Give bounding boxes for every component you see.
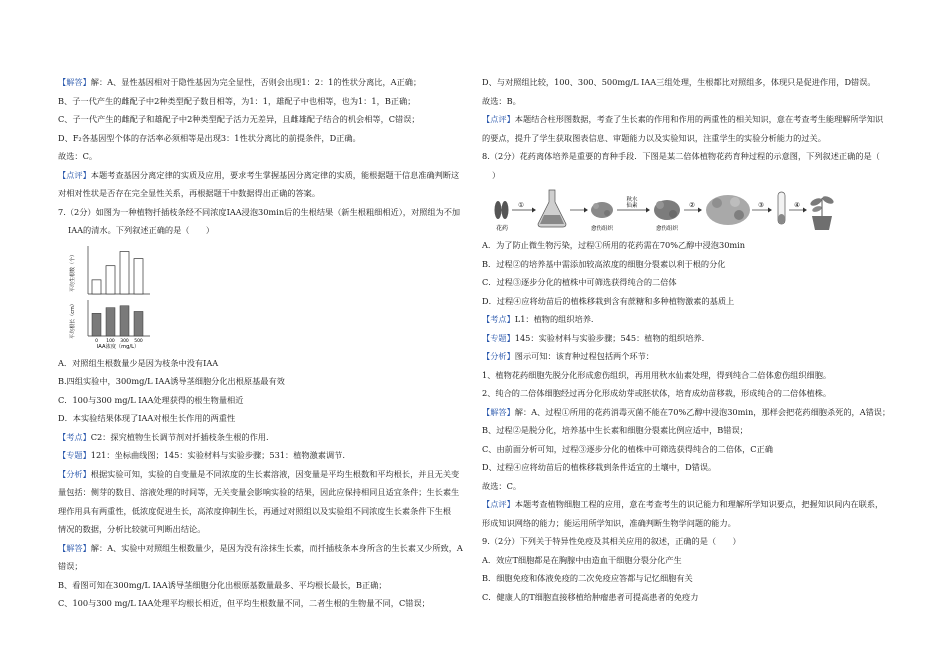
q7-answer-a: 【解答】解：A、实验中对照组生根数量少，是因为没有涂抹生长素，而扦插枝条本身所含的生长素又少所致，A <box>58 542 463 553</box>
q8-stem: 8.（2分）花药离体培养是重要的育种手段．下图是某二倍体植物花药育种过程的示意图，下列叙述正确的是（ <box>482 151 880 161</box>
q6-answer-a: 【解答】解：A、显性基因相对于隐性基因为完全显性，否则会出现1：2：1的性状分离比，A正确； <box>58 77 422 87</box>
shoot-cluster-icon <box>706 195 750 225</box>
q7-comment-line2: 的要点，提升了学生获取图表信息、审题能力以及实验知识，注重学生的实验分析能力的过关。 <box>482 132 826 143</box>
q7-answer-c: C、100与300 mg/L IAA处理平均根长相近，但平均生根数量不同，二者生根的生物量不同，C错误； <box>58 598 430 608</box>
q8-answer-b: B、过程②是脱分化，培养基中生长素和细胞分裂素比例应适中，B错误； <box>482 425 748 435</box>
anther-culture-diagram <box>492 188 842 234</box>
q7-analysis-line3: 理作用具有两重性，低浓度促进生长，高浓度抑制生长，再通过对照组以及实验组不同浓度生长素条件下生根 <box>58 505 452 516</box>
chart-top-ylabel: 平均生根数（个） <box>70 251 76 292</box>
q8-option-b: B．过程②的培养基中需添加较高浓度的细胞分裂素以利于根的分化 <box>482 258 726 269</box>
q8-answer-a: 【解答】解：A、过程①所用的花药消毒灭菌不能在70%乙醇中浸泡30min，那样会把花药细胞杀死的，A错误； <box>482 406 891 417</box>
q8-option-d: D．过程④应将幼苗后的植株移栽到含有蔗糖和多种植物激素的基质上 <box>482 295 735 306</box>
q8-answer-c: C、由前面分析可知，过程③逐步分化的植株中可筛选获得纯合的二倍体，C正确 <box>482 443 773 454</box>
answer-tag: 【解答】 <box>58 77 91 87</box>
q7-analysis-line4: 情况的数据，分析比较就可判断出结论。 <box>58 524 206 534</box>
label-qiushui: 秋水 <box>626 197 638 203</box>
bar-root-length-500 <box>134 311 143 336</box>
q7-answer-b: B、看图可知在300mg/L IAA诱导茎细胞分化出根原基数量最多、平均根长最长，B正确； <box>58 579 387 590</box>
label-xiansu: 仙素 <box>626 203 638 209</box>
q8-analysis-1: 1、植物花药细胞先脱分化形成愈伤组织，再用用秋水仙素处理，得到纯合二倍体愈伤组织细胞。 <box>482 369 832 380</box>
tick-label-300: 300 <box>120 338 129 344</box>
bar-root-length-0 <box>92 313 101 336</box>
q7-zhuanti: 【专题】121：坐标曲线图；145：实验材料与实验步骤；531：植物激素调节. <box>58 450 345 460</box>
callus-icon-1 <box>591 202 613 218</box>
q7-option-d: D．本实验结果体现了IAA对根生长作用的两重性 <box>58 413 236 423</box>
test-tube-icon <box>778 192 785 224</box>
q9-option-b: B．细胞免疫和体液免疫的二次免疫应答都与记忆细胞有关 <box>482 573 693 583</box>
step-4: ④ <box>794 201 800 209</box>
callus-icon-2 <box>654 200 680 220</box>
q6-answer-d: D、F₂各基因型个体的存活率必须相等是出现3：1性状分离比的前提条件，D正确。 <box>58 132 361 143</box>
chart-xlabel: IAA浓度（mg/L） <box>96 343 140 350</box>
comment-tag: 【点评】 <box>58 169 91 180</box>
q7-answer-a-line2: 错误； <box>58 561 83 571</box>
q8-kaodian: 【考点】L1：植物的组织培养. <box>482 314 594 324</box>
iaa-bar-chart <box>68 242 218 350</box>
q8-analysis-2: 2、纯合的二倍体细胞经过再分化形成幼芽或胚状体，培育成幼苗移栽，形成纯合的二倍体植株。 <box>482 388 832 398</box>
q7-option-a: A．对照组生根数量少是因为枝条中没有IAA <box>58 357 219 368</box>
step-3: ③ <box>758 201 764 209</box>
q6-choice: 故选：C。 <box>58 151 98 161</box>
q8-answer-d: D、过程④应将幼苗后的植株移栽到条件适宜的土壤中，D错误。 <box>482 462 717 472</box>
q7-stem: 7.（2分）如图为一种植物扦插枝条经不同浓度IAA浸泡30min后的生根结果（新生根粗细相近），对照组为不加 <box>58 206 461 217</box>
q7-stem-line2: IAA的清水。下列叙述正确的是（ ） <box>68 225 215 235</box>
bar-root-length-100 <box>106 307 115 335</box>
q6-comment-line2: 对相对性状是否存在完全显性关系，再根据题干中数据得出正确的答案。 <box>58 188 321 198</box>
q8-option-a: A．为了防止微生物污染，过程①所用的花药需在70%乙醇中浸泡30min <box>482 240 746 250</box>
bar-root-count-100 <box>106 265 115 293</box>
q7-analysis-line2: 量包括：侧芽的数目、溶液处理的时间等，无关变量会影响实验的结果，因此应保持相同且适宜条件；生长素生 <box>58 487 460 497</box>
q6-answer-b: B、子一代产生的雌配子中2种类型配子数目相等，为1：1，雄配子中也相等，也为1：1，B正确； <box>58 95 416 106</box>
tick-label-500: 500 <box>134 338 143 344</box>
tick-label-100: 100 <box>106 338 115 344</box>
label-yushang-1: 愈伤组织 <box>590 226 614 232</box>
tick-label-0: 0 <box>95 338 98 344</box>
q7-choice: 故选：B。 <box>482 95 521 106</box>
step-2: ② <box>689 201 695 209</box>
q8-zhuanti: 【专题】145：实验材料与实验步骤；545：植物的组织培养. <box>482 332 705 343</box>
step-1: ① <box>518 201 524 209</box>
q6-answer-c: C、子一代产生的雌配子和雄配子中2种类型配子活力无差异，且雌雄配子结合的机会相等，C错误； <box>58 114 420 124</box>
anther-icon <box>495 201 509 219</box>
q8-stem-line2: ） <box>492 169 501 180</box>
q7-answer-d: D、与对照组比较，100、300、500mg/L IAA三组处理，生根都比对照组多，体现只是促进作用，D错误。 <box>482 77 876 87</box>
q8-option-c: C．过程③逐步分化的植株中可筛选获得纯合的二倍体 <box>482 277 677 287</box>
right-column <box>482 73 902 606</box>
q8-comment-line2: 形成知识网络的能力；能运用所学知识，准确判断生物学问题的能力。 <box>482 517 736 528</box>
label-huayao: 花药 <box>495 225 509 232</box>
q9-stem: 9.（2分）下列关于特异性免疫及其相关应用的叙述，正确的是（ ） <box>482 536 741 546</box>
bar-root-count-300 <box>120 251 129 293</box>
flask-icon <box>538 190 566 227</box>
q7-option-c: C．100与300 mg/L IAA处理获得的根生物量相近 <box>58 394 244 405</box>
chart-bottom-ylabel: 平均根长（cm） <box>70 300 76 339</box>
q7-analysis: 【分析】根据实验可知，实验的自变量是不同浓度的生长素溶液，因变量是平均生根数和平均根长，并且无关变 <box>58 468 460 479</box>
left-column <box>58 73 478 613</box>
bar-root-count-0 <box>92 279 101 293</box>
q8-comment: 【点评】本题考查植物细胞工程的应用，意在考查考生的识记能力和理解所学知识要点，把握知识间内在联系， <box>482 499 884 509</box>
q6-comment: 【点评】本题考查基因分离定律的实质及应用，要求考生掌握基因分离定律的实质，能根据题干信息准确判断这 <box>58 169 460 180</box>
label-yushang-2: 愈伤组织 <box>655 226 679 232</box>
q8-choice: 故选：C。 <box>482 480 522 491</box>
q7-option-b: B.四组实验中，300mg/L IAA诱导茎细胞分化出根原基最有效 <box>58 376 285 386</box>
bar-root-count-500 <box>134 258 143 293</box>
potted-plant-icon <box>809 195 834 230</box>
q7-comment: 【点评】本题结合柱形图数据，考查了生长素的作用和作用的两重性的相关知识，意在考查考生能理解所学知识 <box>482 114 884 124</box>
q9-option-a: A．效应T细胞都是在胸腺中由造血干细胞分裂分化产生 <box>482 554 682 565</box>
q8-analysis: 【分析】图示可知：该育种过程包括两个环节： <box>482 351 654 361</box>
q9-option-c: C．健康人的T细胞直接移植给肿瘤患者可提高患者的免疫力 <box>482 591 699 602</box>
bar-root-length-300 <box>120 305 129 335</box>
q7-kaodian: 【考点】C2：探究植物生长调节剂对扦插枝条生根的作用. <box>58 431 269 442</box>
